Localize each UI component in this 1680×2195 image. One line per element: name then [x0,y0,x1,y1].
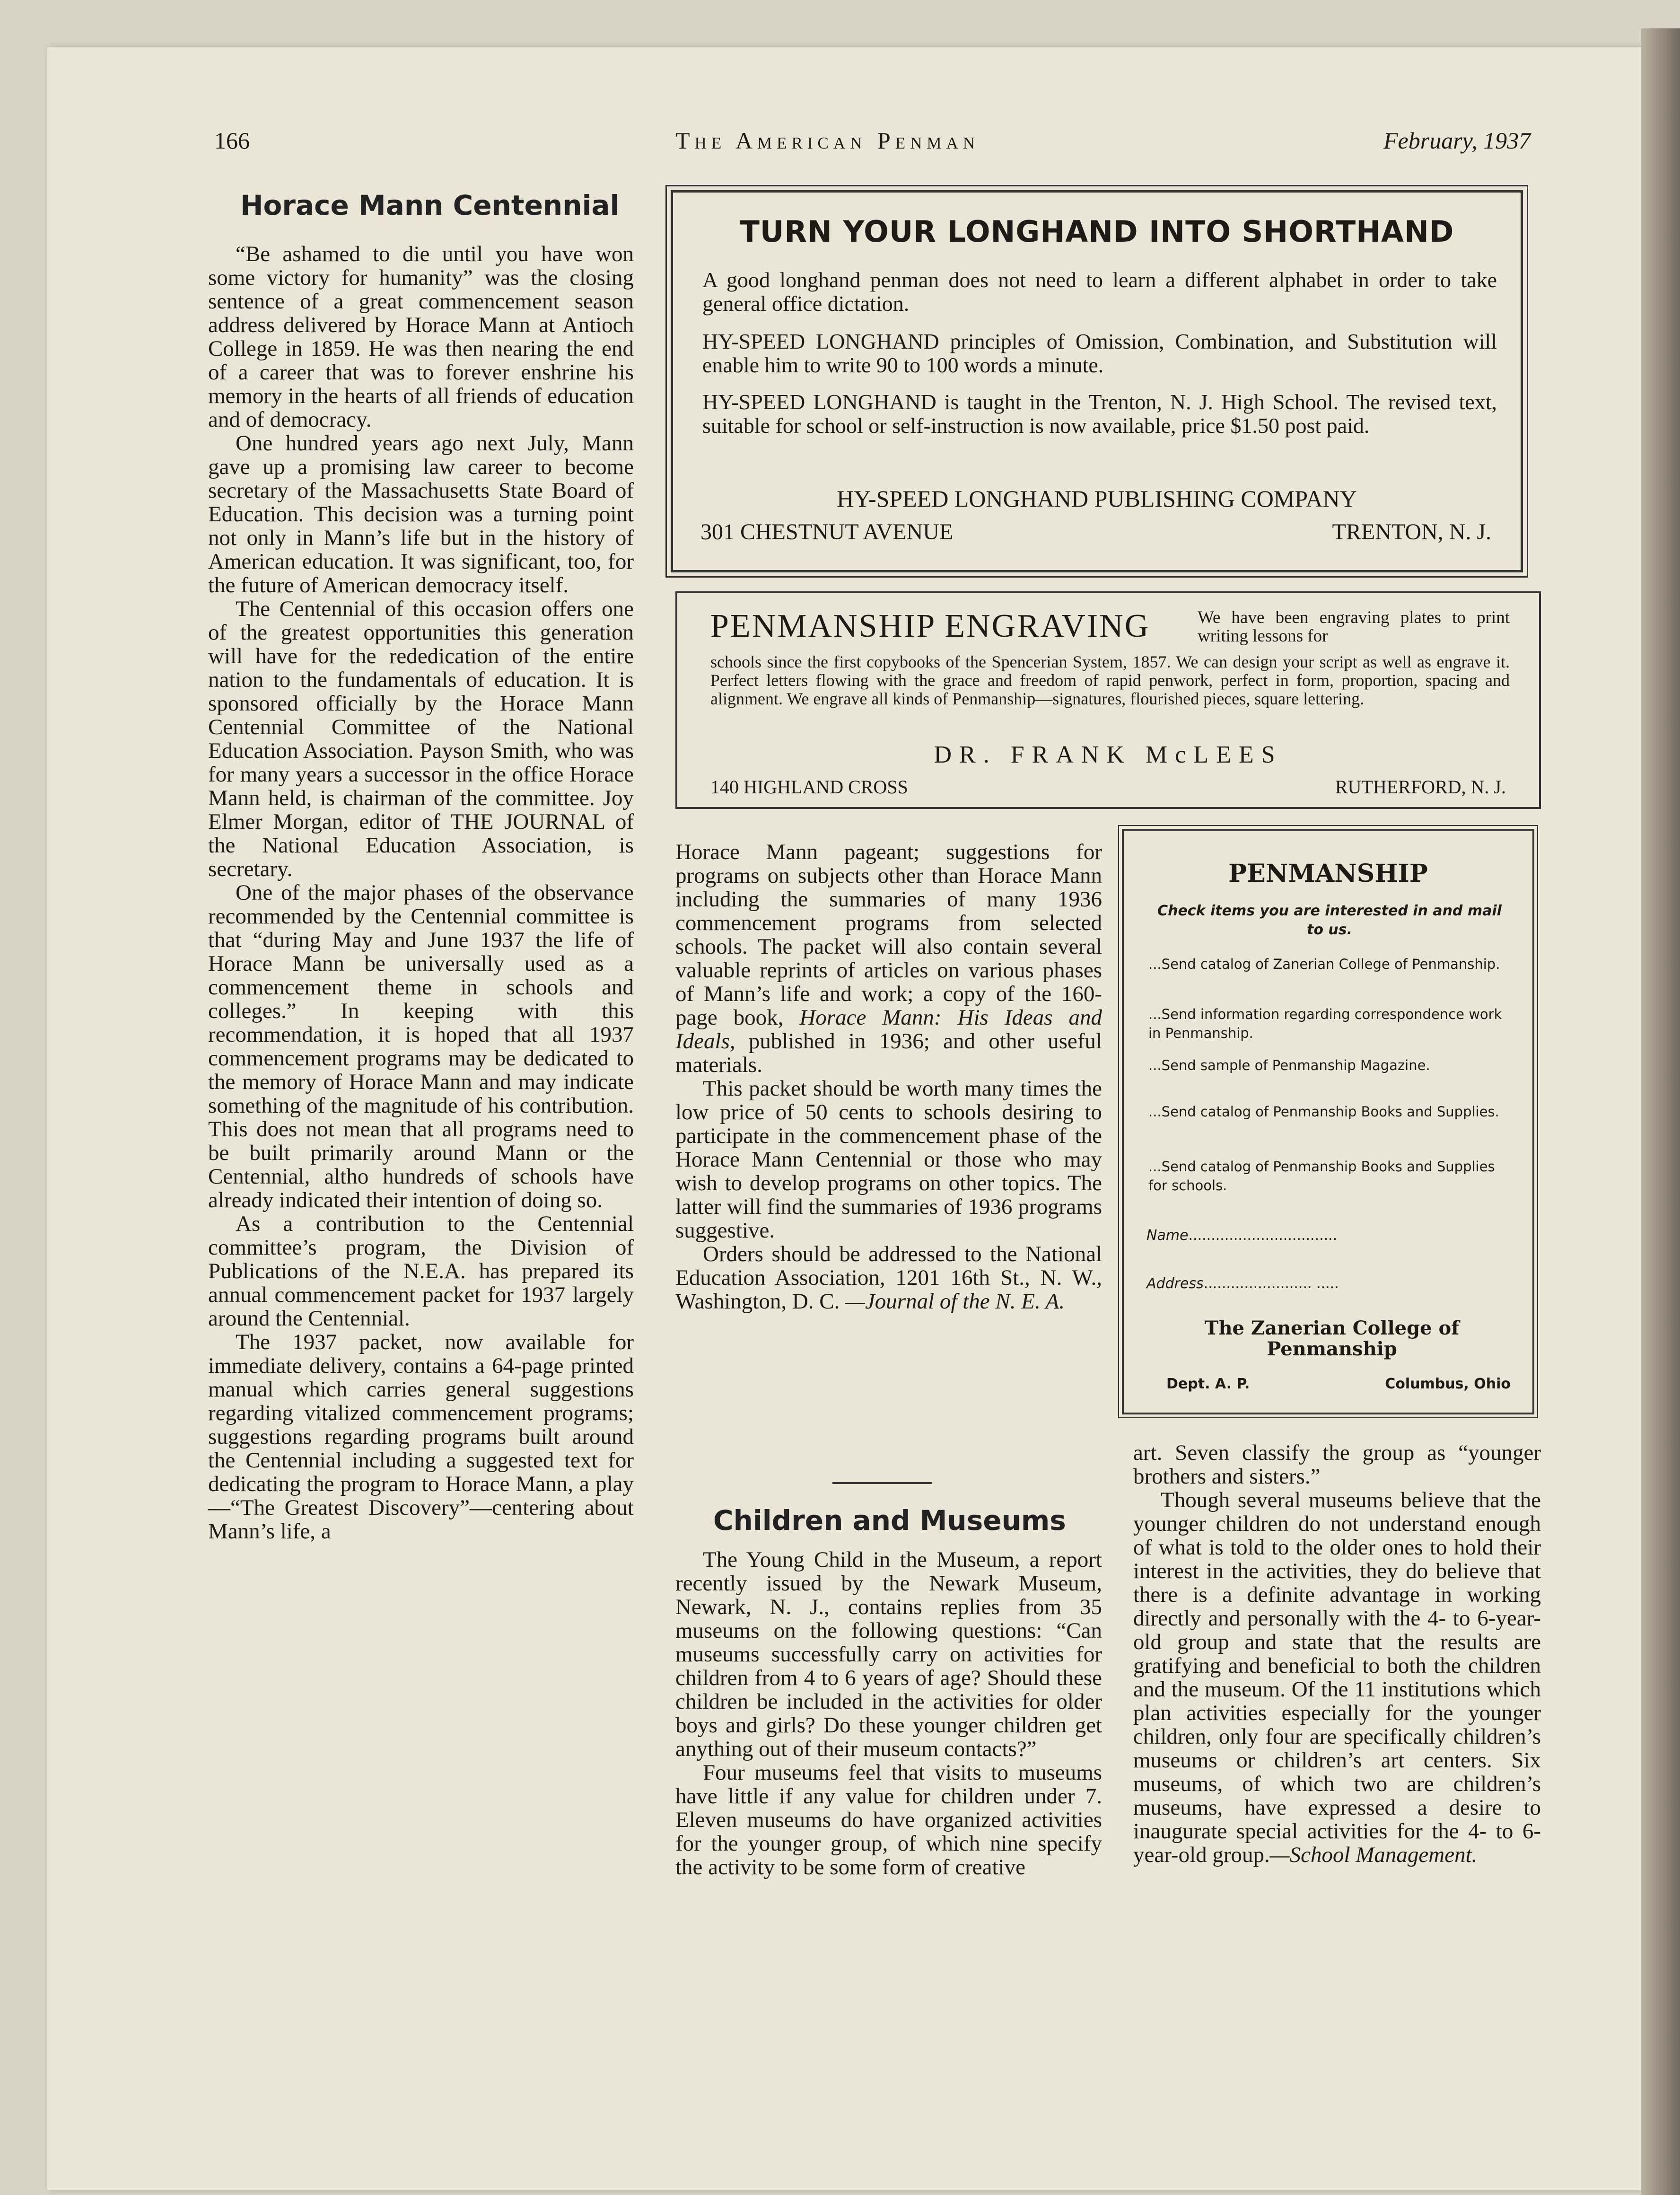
ad-engraving-title: PENMANSHIP ENGRAVING [710,608,1150,644]
article-horace-mann-body [208,242,634,1543]
ad-longhand-text: HY-SPEED LONGHAND principles of Omission, Combination, and Substitution will enable him to write 90 to 100 words a minute. [702,329,1497,377]
coupon-address-dots: ........................ ..... [1203,1275,1339,1292]
article-title-children-museums: Children and Museums [713,1504,1066,1536]
paragraph: One hundred years ago next July, Mann gave up a promising law career to become secretary of the Massachusetts State Board of Education. This decision was a turning point not only in Mann’s life but in the history of American education. It was significant, too, for the future of American democracy itself. [208,431,634,597]
paragraph: Four museums feel that visits to museums have little if any value for children under 7. Eleven museums do have organized activities for the younger group, of which nine specify the activity to be some form of creative [675,1760,1102,1879]
paragraph: art. Seven classify the group as “younger brothers and sisters.” [1133,1440,1541,1489]
coupon-address-label: Address [1146,1275,1204,1292]
journal-title: The American Penman [675,127,980,154]
section-divider [832,1482,932,1484]
issue-date: February, 1937 [1383,127,1531,154]
book-binding-edge [1641,28,1680,2195]
paragraph: Horace Mann pageant; suggestions for programs on subjects other than Horace Mann including the summaries of many 1936 commencement programs from selected schools. The packet will also contain several valuable reprints of articles on various phases of Mann’s life and work; a copy of the 160-page book, Horace Mann: His Ideas and Ideals, published in 1936; and other useful materials. [675,840,1102,1077]
coupon-title: PENMANSHIP [1228,859,1428,888]
article-title-horace-mann: Horace Mann Centennial [240,189,620,221]
ad-box-engraving [675,591,1541,809]
coupon-checkbox-item[interactable]: ...Send information regarding correspondence work in Penmanship. [1148,1006,1502,1041]
coupon-checkbox-item[interactable]: ...Send catalog of Penmanship Books and Supplies. [1148,1104,1499,1120]
coupon-name-field[interactable] [1146,1227,1337,1244]
ad-engraving-city: RUTHERFORD, N. J. [1335,776,1506,798]
article-horace-mann-continuation [675,840,1102,1313]
ad-engraving-body: schools since the first copybooks of the Spencerian System, 1857. We can design your script as well as engrave it. Perfect letters flowing with the grace and freedom of rapid penwork, perfect in form, proportion, spacing and alignment. We engrave all kinds of Penmanship—signatures, flourished pieces, square lettering. [710,652,1510,708]
ad-engraving-lead: We have been engraving plates to print writing lessons for [1198,608,1510,646]
coupon-checkbox-item[interactable]: ...Send catalog of Penmanship Books and Supplies for schools. [1148,1159,1495,1194]
article-children-museums-body [675,1548,1102,1879]
paragraph: Though several museums believe that the younger children do not understand enough of what is told to the older ones to hold their interest in the activities, they do believe that there is a definite advantage in working directly and personally with the 4- to 6-year-old group and state that the results are gratifying and beneficial to both the children and the museum. Of the 11 institutions which plan activities especially for the younger children, only four are specifically children’s museums or children’s art centers. Six museums, of which two are children’s museums, have expressed a desire to inaugurate special activities for the 4- to 6-year-old group.—School Management. [1133,1488,1541,1867]
coupon-location: Columbus, Ohio [1385,1376,1511,1392]
coupon-name-dots: ................................. [1188,1227,1338,1244]
coupon-name-label: Name [1146,1227,1189,1244]
ad-longhand-text: A good longhand penman does not need to learn a different alphabet in order to take general office dictation. [702,268,1497,316]
paragraph: The Young Child in the Museum, a report recently issued by the Newark Museum, Newark, N. J., contains replies from 35 museums on the following questions: “Can museums successfully carry on activities for children from 4 to 6 years of age? Should these children be included in the activities for older boys and girls? Do these younger children get anything out of their museum contacts?” [675,1547,1102,1761]
coupon-checkbox-item[interactable]: ...Send catalog of Zanerian College of Penmanship. [1148,956,1500,972]
ad-longhand-text: HY-SPEED LONGHAND is taught in the Trenton, N. J. High School. The revised text, suitable for school or self-instruction is now available, price $1.50 post paid. [702,390,1497,438]
article-children-museums-continuation [1133,1441,1541,1867]
paragraph: Orders should be addressed to the National Education Association, 1201 16th St., N. W., Washington, D. C. —Journal of the N. E. A. [675,1242,1102,1314]
page-number: 166 [214,127,250,154]
coupon-college: The Zanerian College of Penmanship [1204,1317,1460,1360]
ad-longhand-city: TRENTON, N. J. [1332,519,1491,544]
ad-longhand-company: HY-SPEED LONGHAND PUBLISHING COMPANY [837,485,1357,512]
paragraph: The Centennial of this occasion offers one of the greatest opportunities this generation will have for the rededication of the entire nation to the fundamentals of education. It is sponsored officially by the Horace Mann Centennial Committee of the National Education Association. Payson Smith, who was for many years a successor in the office Horace Mann held, is chairman of the committee. Joy Elmer Morgan, editor of THE JOURNAL of the National Education Association, is secretary. [208,597,634,881]
coupon-checkbox-item[interactable]: ...Send sample of Penmanship Magazine. [1148,1057,1430,1073]
ad-engraving-address: 140 HIGHLAND CROSS [710,776,908,798]
paragraph: One of the major phases of the observance recommended by the Centennial committee is that “during May and June 1937 the life of Horace Mann be universally used as a commencement theme in schools and colleges.” In keeping with this recommendation, it is hoped that all 1937 commencement programs may be dedicated to the memory of Horace Mann and may indicate something of the magnitude of his contribution. This does not mean that all programs need to be built primarily around Mann or the Centennial, altho hundreds of schools have already indicated their intention of doing so. [208,880,634,1212]
paragraph: As a contribution to the Centennial committee’s program, the Division of Publications of the N.E.A. has prepared its annual commencement packet for 1937 largely around the Centennial. [208,1212,634,1331]
ad-longhand-title: TURN YOUR LONGHAND INTO SHORTHAND [739,214,1454,249]
paragraph: This packet should be worth many times the low price of 50 cents to schools desiring to participate in the commencement phase of the Horace Mann Centennial or those who may wish to develop programs on other topics. The latter will find the summaries of 1936 programs suggestive. [675,1076,1102,1243]
coupon-instruction: Check items you are interested in and mail to us. [1157,903,1502,938]
coupon-dept: Dept. A. P. [1166,1376,1250,1392]
ad-longhand-address: 301 CHESTNUT AVENUE [700,519,954,544]
coupon-address-field[interactable] [1146,1275,1339,1292]
paragraph: The 1937 packet, now available for immediate delivery, contains a 64-page printed manual which carries general suggestions regarding vitalized commencement programs; suggestions regarding programs built around the Centennial including a suggested text for dedicating the program to Horace Mann, a play—“The Greatest Discovery”—centering about Mann’s life, a [208,1330,634,1544]
ad-box-longhand [671,190,1523,572]
coupon-box-penmanship [1122,829,1534,1414]
paragraph: “Be ashamed to die until you have won some victory for humanity” was the closing sentence of a great commencement season address delivered by Horace Mann at Antioch College in 1859. He was then nearing the end of a career that was to forever enshrine his memory in the hearts of all friends of education and of democracy. [208,242,634,432]
ad-engraving-name: DR. FRANK McLEES [934,741,1283,768]
